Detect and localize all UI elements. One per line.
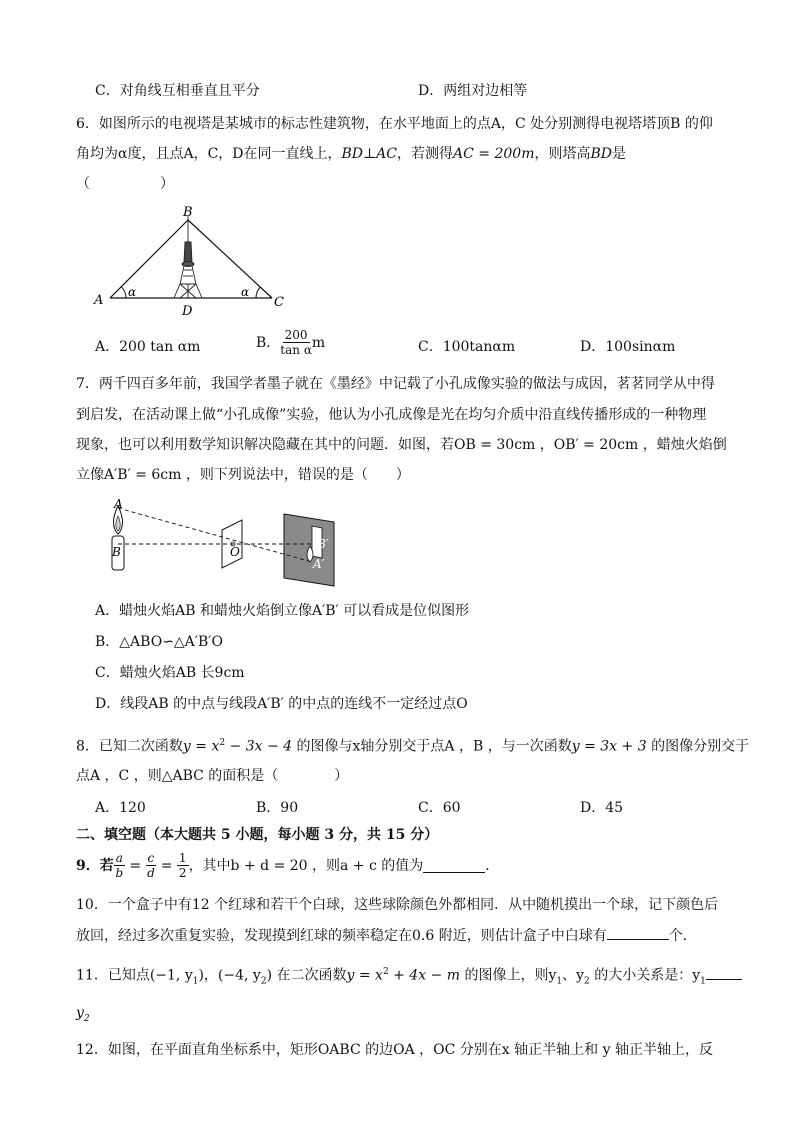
q11-stem-line2: $y_2$ <box>76 1005 90 1024</box>
q5-option-c: C．对角线互相垂直且平分 <box>95 83 260 99</box>
q6-option-b: B． $\frac{200}{\text{tan α}}$ m <box>256 328 326 357</box>
q10-stem-line2: 放回，经过多次重复实验，发现摸到红球的频率稳定在0.6 附近，则估计盒子中白球有 个． <box>76 925 697 946</box>
q7-stem-line3: 现象，也可以利用数学知识解决隐藏在其中的问题．如图，若OB = 30cm ，OB′ = 20cm ，蜡烛火焰倒 <box>76 437 727 453</box>
fig-label-d: D <box>182 304 193 319</box>
fig-label-alpha-left: α <box>128 285 137 299</box>
q7-stem-line4: 立像A′B′ = 6cm ，则下列说法中，错误的是（ ） <box>76 467 410 483</box>
q8-option-b: B．90 <box>256 800 299 816</box>
q10-stem-line1: 10．一个盒子中有12 个红球和若干个白球，这些球除颜色外都相同．从中随机摸出一个球，记下颜色后 <box>76 897 719 913</box>
q6-answer-paren: （ ） <box>76 176 174 192</box>
q6-tower-figure <box>88 202 294 320</box>
q7-pinhole-figure <box>100 498 346 590</box>
section-2-heading: 二、填空题（本大题共 5 小题，每小题 3 分，共 15 分） <box>76 827 439 843</box>
q8-stem-line2: 点A ，C ，则△ABC 的面积是（ ） <box>76 768 349 784</box>
q6-stem-line1: 6．如图所示的电视塔是某城市的标志性建筑物，在水平地面上的点A，C 处分别测得电视塔塔顶B 的仰 <box>76 116 713 132</box>
q6-option-c: C．100tanαm <box>418 339 516 355</box>
q8-option-c: C．60 <box>418 800 461 816</box>
q8-option-a: A．120 <box>95 800 146 816</box>
q7-option-d: D．线段AB 的中点与线段A′B′ 的中点的连线不一定经过点O <box>95 696 468 712</box>
q11-stem-line1: 11．已知点(−1, $y_1$)，(−4, $y_2$) 在二次函数$y = x^2 + 4x - m$ 的图像上，则$y_1$、$y_2$ 的大小关系是：$y_1$ <box>76 962 742 991</box>
fig-label-a: A <box>94 293 104 308</box>
fig-label-a-prime: A′ <box>313 557 325 571</box>
q6-option-d: D．100sinαm <box>580 339 676 355</box>
q7-stem-line2: 到启发，在活动课上做“小孔成像”实验，他认为小孔成像是光在均匀介质中沿直线传播形成的一种物理 <box>76 407 707 423</box>
fig-label-b: B <box>183 205 193 220</box>
q6-option-a: A．200 tan αm <box>95 339 201 355</box>
fig-label-c: C <box>274 295 284 310</box>
q6-stem-line2: 角均为α度，且点A，C，D在同一直线上，BD⊥AC，若测得AC = 200m，则塔高BD是 <box>76 146 626 162</box>
q7-option-b: B．△ABO∽△A′B′O <box>95 634 223 650</box>
q9-stem: 9．若 $\frac{a}{b}$ = $\frac{c}{d}$ = $\frac{1}{2}$ ，其中b + d = 20 ，则a + c 的值为 ． <box>76 851 500 880</box>
q7-stem-line1: 7．两千四百多年前，我国学者墨子就在《墨经》中记载了小孔成像实验的做法与成因，茗茗同学从中得 <box>76 376 715 392</box>
fig-label-alpha-right: α <box>241 285 250 299</box>
fig-label-a: A <box>114 498 123 511</box>
q11-answer-blank[interactable] <box>706 965 742 980</box>
q8-stem-line1: 8．已知二次函数$y = x^2 - 3x - 4$ 的图像与x轴分别交于点A ，B ，与一次函数y = 3x + 3 的图像分别交于 <box>76 738 750 755</box>
candle-icon <box>112 506 124 570</box>
q10-answer-blank[interactable] <box>607 925 669 940</box>
fig-label-o: O <box>230 545 240 559</box>
fig-label-b: B <box>112 545 121 559</box>
q5-option-d: D．两组对边相等 <box>418 83 528 99</box>
q12-stem-line1: 12．如图，在平面直角坐标系中，矩形OABC 的边OA ，OC 分别在x 轴正半轴上和 y 轴正半轴上，反 <box>76 1042 713 1058</box>
q9-answer-blank[interactable] <box>423 858 485 873</box>
q8-option-d: D．45 <box>580 800 624 816</box>
q7-option-a: A．蜡烛火焰AB 和蜡烛火焰倒立像A′B′ 可以看成是位似图形 <box>95 603 470 619</box>
fig-label-b-prime: B′ <box>317 537 329 551</box>
q7-option-c: C．蜡烛火焰AB 长9cm <box>95 665 245 681</box>
